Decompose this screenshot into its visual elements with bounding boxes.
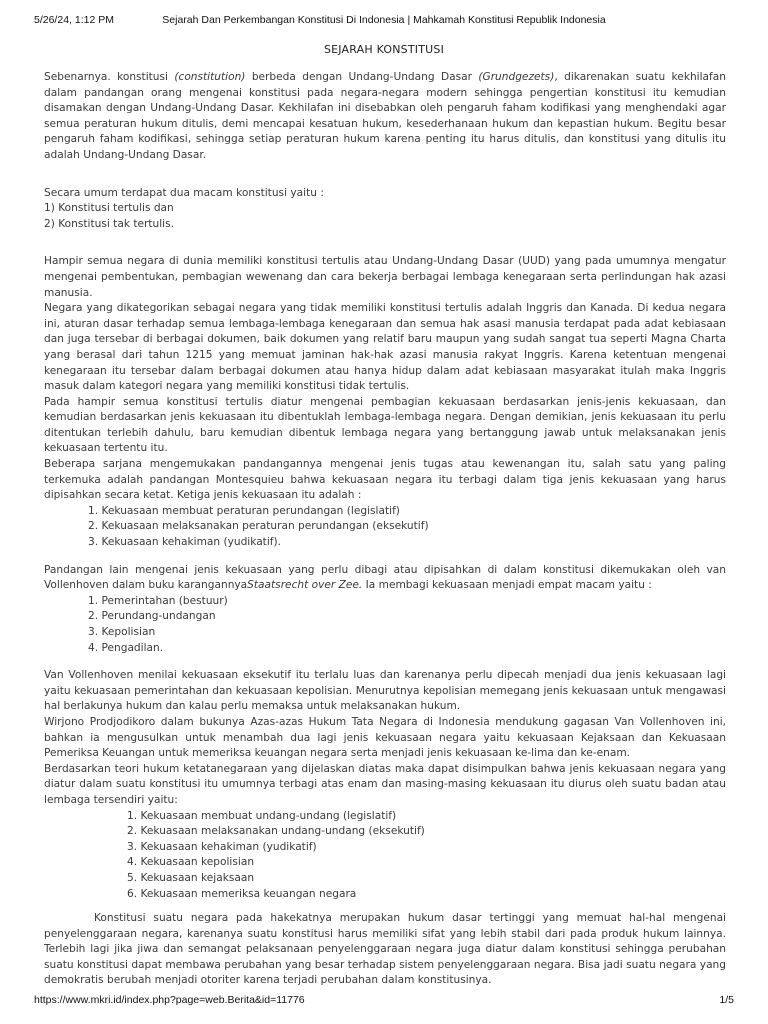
print-footer: [34, 994, 734, 1008]
list-item: 1. Kekuasaan membuat undang-undang (legislatif): [127, 809, 397, 822]
paragraph-berdasarkan: Berdasarkan teori hukum ketatanegaraan yang dijelaskan diatas maka dapat disimpulkan bahwa jenis kekuasaan negara yang diatur dalam suatu konstitusi itu umumnya terbagi atas enam dan masing-masing kekuasaan itu diurus oleh suatu badan atau lembaga tersendiri yaitu:: [44, 762, 726, 806]
print-header: [34, 14, 734, 28]
text-segment: Sebenarnya. konstitusi: [44, 71, 175, 83]
print-page-title: Sejarah Dan Perkembangan Konstitusi Di Indonesia | Mahkamah Konstitusi Republik Indonesia: [162, 14, 606, 26]
paragraph-vollenhoven: [44, 563, 726, 594]
term-constitution: (constitution): [174, 71, 246, 83]
term-grundgezets: (Grundgezets): [478, 71, 555, 83]
six-powers-list: [44, 809, 726, 903]
print-datetime: 5/26/24, 1:12 PM: [34, 14, 114, 26]
paragraph-pada: Pada hampir semua konstitusi tertulis diatur mengenai pembagian kekuasaan berdasarkan jenis-jenis kekuasaan, dan kemudian berdasarkan jenis kekuasaan itu dibentuklah lembaga-lembaga negara. Dengan demikian, jenis kekuasaan itu perlu ditentukan terlebih dahulu, baru kemudian dibentuk lembaga negara yang bertanggung jawab untuk melaksanakan jenis kekuasaan tertentu itu.: [44, 395, 726, 455]
paragraph-intro: [44, 70, 726, 164]
paragraph-van-vollenhoven: Van Vollenhoven menilai kekuasaan eksekutif itu terlalu luas dan karenanya perlu dipecah menjadi dua jenis kekuasaan lagi yaitu kekuasaan pemerintahan dan kekuasaan kepolisian. Menurutnya kepolisian memegang jenis kekuasaan untuk mengawasi hal berlakunya hukum dan kalau perlu memaksa untuk melaksanakan hukum.: [44, 669, 726, 713]
paragraph-konstitusi: Konstitusi suatu negara pada hakekatnya merupakan hukum dasar tertinggi yang memuat hal-hal mengenai penyelenggaraan negara, karenanya suatu konstitusi harus memiliki sifat yang lebih stabil dari pada produk hukum lainnya. Terlebih lagi jika jiwa dan semangat pelaksanaan penyelenggaraan negara juga diatur dalam konstitusi sehingga perubahan suatu konstitusi dapat membawa perubahan yang besar terhadap sistem penyelenggaraan negara. Bisa jadi suatu negara yang demokratis berubah menjadi otoriter karena terjadi perubahan dalam konstitusinya.: [44, 912, 726, 987]
list-item: 4. Kekuasaan kepolisian: [127, 856, 255, 869]
paragraph-beberapa: Beberapa sarjana mengemukakan pandangannya mengenai jenis tugas atau kewenangan itu, salah satu yang paling terkemuka adalah pandangan Montesquieu bahwa kekuasaan negara itu terbagi dalam tiga jenis kekuasaan yang harus dipisahkan secara ketat. Ketiga jenis kekuasaan itu adalah :: [44, 458, 726, 502]
text-segment: Ia membagi kekuasaan menjadi empat macam yaitu :: [362, 579, 652, 592]
list-item: 6. Kekuasaan memeriksa keuangan negara: [127, 887, 357, 900]
constitution-types-intro: Secara umum terdapat dua macam konstitusi yaitu :: [44, 186, 324, 199]
list-item: 2. Kekuasaan melaksanakan undang-undang (eksekutif): [127, 825, 425, 838]
montesquieu-list: [44, 504, 726, 551]
constitution-type-item: 1) Konstitusi tertulis dan: [44, 202, 174, 215]
list-item: 3. Kepolisian: [88, 626, 156, 638]
text-segment: Pandangan lain mengenai jenis kekuasaan yang perlu dibagi atau dipisahkan di dalam konstitusi dikemukakan oleh van Vollenhoven dalam buku karangannya: [44, 563, 726, 592]
list-item: 3. Kekuasaan kehakiman (yudikatif).: [88, 536, 282, 549]
article-body: [44, 70, 726, 989]
vollenhoven-list: [44, 594, 726, 656]
list-item: 1. Kekuasaan membuat peraturan perundangan (legislatif): [88, 504, 400, 517]
book-title: Staatsrecht over Zee.: [247, 579, 363, 592]
text-segment: berbeda dengan Undang-Undang Dasar: [245, 71, 479, 83]
paragraph-negara: Negara yang dikategorikan sebagai negara yang tidak memiliki konstitusi tertulis adalah Inggris dan Kanada. Di kedua negara ini, aturan dasar terhadap semua lembaga-lembaga kenegaraan dan semua hak asasi manusia terdapat pada adat kebiasaan dan juga tersebar di berbagai dokumen, baik dokumen yang relatif baru maupun yang sudah sangat tua seperti Magna Charta yang berasal dari tahun 1215 yang memuat jaminan hak-hak azasi manusia rakyat Inggris. Karena ketentuan mengenai kenegaraan itu tersebar dalam berbagai dokumen atau hanya hidup dalam adat kebiasaan masyarakat itulah maka Inggris masuk dalam kategori negara yang memiliki konstitusi tidak tertulis.: [44, 302, 726, 393]
constitution-type-item: 2) Konstitusi tak tertulis.: [44, 217, 174, 230]
paragraph-hampir: Hampir semua negara di dunia memiliki konstitusi tertulis atau Undang-Undang Dasar (UUD) yang pada umumnya mengatur mengenai pembentukan, pembagian wewenang dan cara bekerja berbagai lembaga kenegaraan serta perlindungan hak azasi manusia.: [44, 255, 726, 299]
paragraph-wirjono: Wirjono Prodjodikoro dalam bukunya Azas-azas Hukum Tata Negara di Indonesia mendukung gagasan Van Vollenhoven ini, bahkan ia mengusulkan untuk menambah dua lagi jenis kekuasaan negara yaitu kekuasaan Kejaksaan dan Kekuasaan Pemeriksa Keuangan untuk memeriksa keuangan negara serta menjadi jenis kekuasaan ke-lima dan ke-enam.: [44, 715, 726, 760]
list-item: 3. Kekuasaan kehakiman (yudikatif): [127, 840, 317, 853]
list-item: 2. Kekuasaan melaksanakan peraturan perundangan (eksekutif): [88, 520, 429, 533]
page-url: https://www.mkri.id/index.php?page=web.Berita&id=11776: [34, 994, 305, 1006]
list-item: 1. Pemerintahan (bestuur): [88, 594, 228, 607]
list-item: 5. Kekuasaan kejaksaan: [127, 871, 255, 884]
page-number: 1/5: [719, 994, 734, 1006]
text-segment: , dikarenakan suatu kekhilafan dalam pandangan orang mengenai konstitusi pada negara-negara modern sehingga pengertian konstitusi itu kemudian disamakan dengan Undang-Undang Dasar. Kekhilafan ini disebabkan oleh pengaruh faham kodifikasi yang menghendaki agar semua peraturan hukum ditulis, demi mencapai kesatuan hukum, kesederhanaan hukum dan kepastian hukum. Begitu besar pengaruh faham kodifikasi, sehingga setiap peraturan hukum karena penting itu harus ditulis, dan konstitusi yang ditulis itu adalah Undang-Undang Dasar.: [44, 71, 726, 161]
list-item: 2. Perundang-undangan: [88, 610, 216, 623]
list-item: 4. Pengadilan.: [88, 641, 164, 654]
article-heading: SEJARAH KONSTITUSI: [323, 43, 445, 56]
